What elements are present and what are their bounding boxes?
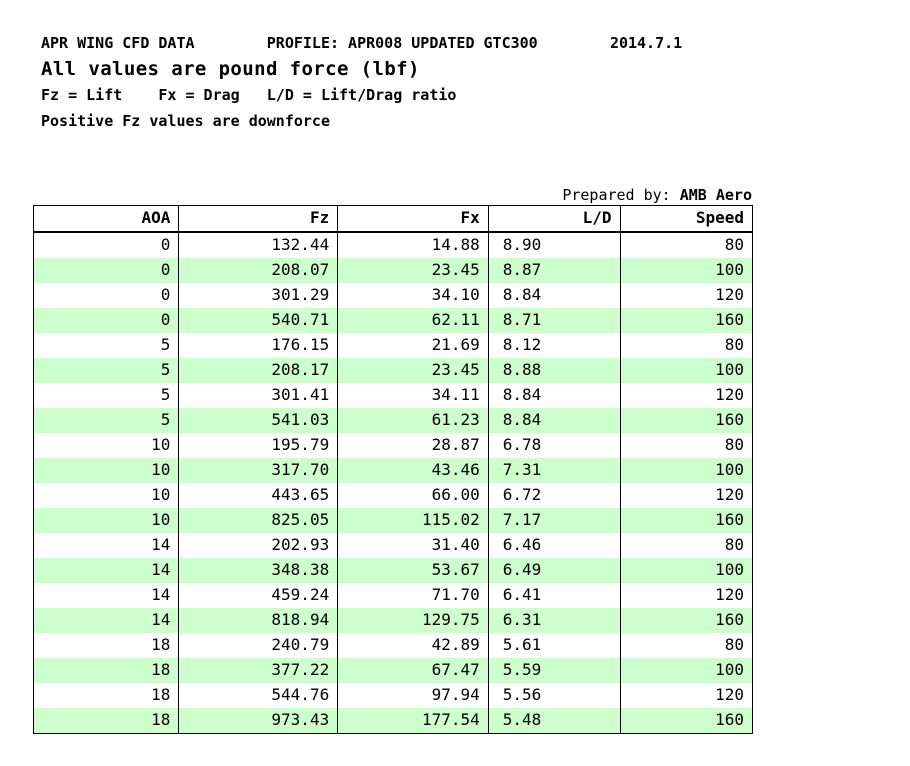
cell-speed: 120 bbox=[620, 683, 752, 708]
table-row bbox=[34, 608, 753, 633]
table-row bbox=[34, 508, 753, 533]
cell-aoa: 10 bbox=[34, 483, 179, 508]
cell-fz: 459.24 bbox=[179, 583, 338, 608]
cell-ld: 6.72 bbox=[488, 483, 620, 508]
cell-aoa: 0 bbox=[34, 232, 179, 258]
cell-fz: 317.70 bbox=[179, 458, 338, 483]
cell-ld: 6.41 bbox=[488, 583, 620, 608]
cell-ld: 8.71 bbox=[488, 308, 620, 333]
table-row bbox=[34, 258, 753, 283]
cell-fx: 34.11 bbox=[338, 383, 489, 408]
table-row bbox=[34, 583, 753, 608]
table-row bbox=[34, 232, 753, 258]
cell-aoa: 5 bbox=[34, 333, 179, 358]
cell-ld: 5.61 bbox=[488, 633, 620, 658]
cell-fz: 132.44 bbox=[179, 232, 338, 258]
cell-fx: 177.54 bbox=[338, 708, 489, 734]
cell-ld: 6.31 bbox=[488, 608, 620, 633]
cell-aoa: 5 bbox=[34, 383, 179, 408]
cell-aoa: 10 bbox=[34, 458, 179, 483]
cell-ld: 8.84 bbox=[488, 408, 620, 433]
cell-fz: 818.94 bbox=[179, 608, 338, 633]
cell-aoa: 10 bbox=[34, 508, 179, 533]
cell-speed: 100 bbox=[620, 558, 752, 583]
cell-aoa: 10 bbox=[34, 433, 179, 458]
cell-fz: 202.93 bbox=[179, 533, 338, 558]
cell-fx: 62.11 bbox=[338, 308, 489, 333]
table-row bbox=[34, 658, 753, 683]
cell-fz: 377.22 bbox=[179, 658, 338, 683]
table-body bbox=[34, 232, 753, 734]
column-header-aoa: AOA bbox=[34, 206, 179, 233]
cell-aoa: 5 bbox=[34, 408, 179, 433]
cell-aoa: 18 bbox=[34, 708, 179, 734]
cell-fx: 129.75 bbox=[338, 608, 489, 633]
cell-fx: 34.10 bbox=[338, 283, 489, 308]
cell-fz: 541.03 bbox=[179, 408, 338, 433]
table-row bbox=[34, 458, 753, 483]
cell-fz: 208.07 bbox=[179, 258, 338, 283]
header-legend-line: Fz = Lift Fx = Drag L/D = Lift/Drag ratio bbox=[41, 86, 457, 104]
cell-ld: 7.17 bbox=[488, 508, 620, 533]
table-row bbox=[34, 408, 753, 433]
column-header-fz: Fz bbox=[179, 206, 338, 233]
prepared-by bbox=[562, 186, 752, 204]
header-block bbox=[41, 30, 861, 134]
cell-fx: 71.70 bbox=[338, 583, 489, 608]
table-header-row bbox=[34, 206, 753, 233]
header-units-line: All values are pound force (lbf) bbox=[41, 58, 420, 80]
table-row bbox=[34, 633, 753, 658]
cell-fx: 14.88 bbox=[338, 232, 489, 258]
cell-ld: 8.88 bbox=[488, 358, 620, 383]
cell-speed: 80 bbox=[620, 232, 752, 258]
cell-fz: 825.05 bbox=[179, 508, 338, 533]
cell-fx: 28.87 bbox=[338, 433, 489, 458]
cell-ld: 6.46 bbox=[488, 533, 620, 558]
header-note-line: Positive Fz values are downforce bbox=[41, 112, 330, 130]
cell-fz: 240.79 bbox=[179, 633, 338, 658]
cell-fx: 66.00 bbox=[338, 483, 489, 508]
cell-speed: 120 bbox=[620, 583, 752, 608]
cell-fz: 973.43 bbox=[179, 708, 338, 734]
cell-fz: 176.15 bbox=[179, 333, 338, 358]
column-header-speed: Speed bbox=[620, 206, 752, 233]
cell-fx: 53.67 bbox=[338, 558, 489, 583]
cell-fz: 540.71 bbox=[179, 308, 338, 333]
table-row bbox=[34, 383, 753, 408]
cell-ld: 8.87 bbox=[488, 258, 620, 283]
cell-fx: 31.40 bbox=[338, 533, 489, 558]
cell-fx: 61.23 bbox=[338, 408, 489, 433]
prepared-by-label: Prepared by: bbox=[562, 186, 680, 204]
cell-speed: 100 bbox=[620, 258, 752, 283]
cell-aoa: 18 bbox=[34, 658, 179, 683]
cell-aoa: 18 bbox=[34, 633, 179, 658]
cell-fx: 42.89 bbox=[338, 633, 489, 658]
cell-fx: 43.46 bbox=[338, 458, 489, 483]
cell-speed: 160 bbox=[620, 708, 752, 734]
cell-aoa: 18 bbox=[34, 683, 179, 708]
table-row bbox=[34, 333, 753, 358]
cell-aoa: 0 bbox=[34, 308, 179, 333]
table-row bbox=[34, 708, 753, 734]
prepared-by-value: AMB Aero bbox=[679, 186, 752, 204]
cell-aoa: 14 bbox=[34, 608, 179, 633]
cell-speed: 160 bbox=[620, 608, 752, 633]
column-header-ld: L/D bbox=[488, 206, 620, 233]
cell-aoa: 14 bbox=[34, 558, 179, 583]
cell-ld: 5.56 bbox=[488, 683, 620, 708]
cell-ld: 8.12 bbox=[488, 333, 620, 358]
cell-ld: 8.84 bbox=[488, 283, 620, 308]
cell-speed: 160 bbox=[620, 308, 752, 333]
cell-fx: 23.45 bbox=[338, 258, 489, 283]
cell-aoa: 5 bbox=[34, 358, 179, 383]
cell-fz: 208.17 bbox=[179, 358, 338, 383]
cell-ld: 8.84 bbox=[488, 383, 620, 408]
table-row bbox=[34, 358, 753, 383]
cell-aoa: 0 bbox=[34, 283, 179, 308]
table-row bbox=[34, 308, 753, 333]
table-row bbox=[34, 483, 753, 508]
cell-speed: 120 bbox=[620, 483, 752, 508]
cell-speed: 160 bbox=[620, 408, 752, 433]
cell-speed: 120 bbox=[620, 383, 752, 408]
cell-speed: 160 bbox=[620, 508, 752, 533]
header-title-line: APR WING CFD DATA PROFILE: APR008 UPDATED GTC300 2014.7.1 bbox=[41, 34, 683, 52]
table-row bbox=[34, 283, 753, 308]
cell-fz: 348.38 bbox=[179, 558, 338, 583]
cell-fz: 195.79 bbox=[179, 433, 338, 458]
cell-ld: 5.59 bbox=[488, 658, 620, 683]
cell-aoa: 14 bbox=[34, 533, 179, 558]
cell-ld: 7.31 bbox=[488, 458, 620, 483]
cell-aoa: 0 bbox=[34, 258, 179, 283]
cell-fz: 301.41 bbox=[179, 383, 338, 408]
cell-fx: 21.69 bbox=[338, 333, 489, 358]
cell-fx: 23.45 bbox=[338, 358, 489, 383]
cell-speed: 80 bbox=[620, 533, 752, 558]
table-row bbox=[34, 683, 753, 708]
cell-aoa: 14 bbox=[34, 583, 179, 608]
column-header-fx: Fx bbox=[338, 206, 489, 233]
cell-speed: 100 bbox=[620, 458, 752, 483]
cell-fz: 443.65 bbox=[179, 483, 338, 508]
table-row bbox=[34, 433, 753, 458]
cell-speed: 80 bbox=[620, 333, 752, 358]
cell-speed: 100 bbox=[620, 358, 752, 383]
cell-fx: 115.02 bbox=[338, 508, 489, 533]
cell-fz: 544.76 bbox=[179, 683, 338, 708]
table-row bbox=[34, 533, 753, 558]
cell-speed: 80 bbox=[620, 433, 752, 458]
table-row bbox=[34, 558, 753, 583]
cell-fz: 301.29 bbox=[179, 283, 338, 308]
cell-speed: 80 bbox=[620, 633, 752, 658]
cell-ld: 8.90 bbox=[488, 232, 620, 258]
cell-fx: 97.94 bbox=[338, 683, 489, 708]
cell-fx: 67.47 bbox=[338, 658, 489, 683]
cell-ld: 6.78 bbox=[488, 433, 620, 458]
cfd-data-table bbox=[33, 205, 753, 734]
cell-ld: 6.49 bbox=[488, 558, 620, 583]
cell-ld: 5.48 bbox=[488, 708, 620, 734]
cell-speed: 100 bbox=[620, 658, 752, 683]
cell-speed: 120 bbox=[620, 283, 752, 308]
